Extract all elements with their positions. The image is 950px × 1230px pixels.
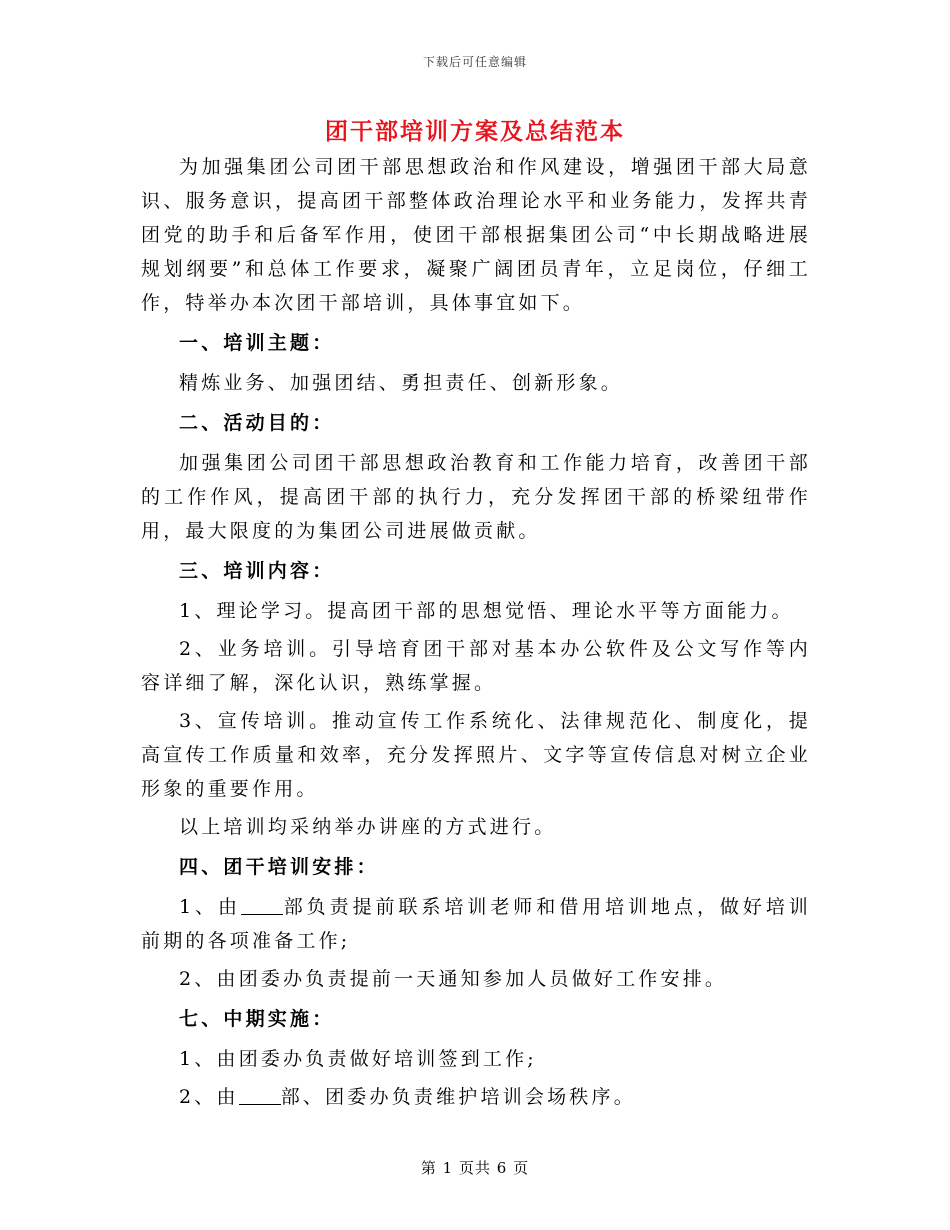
arrangement-item-1 <box>141 890 811 958</box>
section-heading-implementation: 七、中期实施： <box>179 1008 335 1030</box>
arrangement-item-1-prefix: 1、由 <box>179 896 241 918</box>
document-title: 团干部培训方案及总结范本 <box>325 118 625 145</box>
section-text-purpose: 加强集团公司团干部思想政治教育和工作能力培育，改善团干部的工作作风，提高团干部的执行力，充分发挥团干部的桥梁纽带作用，最大限度的为集团公司进展做贡献。 <box>141 452 811 542</box>
document-body <box>141 150 811 1114</box>
content-item-1: 1、理论学习。提高团干部的思想觉悟、理论水平等方面能力。 <box>179 600 794 622</box>
content-item-3: 3、宣传培训。推动宣传工作系统化、法律规范化、制度化，提高宣传工作质量和效率，充分发挥照片、文字等宣传信息对树立企业形象的重要作用。 <box>141 710 811 800</box>
arrangement-item-1-suffix: 部负责提前联系培训老师和借用培训地点，做好培训前期的各项准备工作; <box>141 896 811 952</box>
section-heading-theme: 一、培训主题： <box>179 332 335 354</box>
implementation-item-2 <box>141 1080 811 1114</box>
content-closing: 以上培训均采纳举办讲座的方式进行。 <box>179 816 557 838</box>
implementation-item-2-prefix: 2、由 <box>179 1086 239 1108</box>
intro-paragraph: 为加强集团公司团干部思想政治和作风建设，增强团干部大局意识、服务意识，提高团干部整体政治理论水平和业务能力，发挥共青团党的助手和后备军作用，使团干部根据集团公司“中长期战略进展规划纲要”和总体工作要求，凝聚广阔团员青年，立足岗位，仔细工作，特举办本次团干部培训，具体事宜如下。 <box>141 156 811 314</box>
arrangement-item-2: 2、由团委办负责提前一天通知参加人员做好工作安排。 <box>179 968 728 990</box>
section-heading-arrangement: 四、团干培训安排： <box>179 856 379 878</box>
header-note: 下载后可任意编辑 <box>422 55 527 69</box>
blank-line <box>241 895 283 915</box>
blank-line <box>239 1085 281 1105</box>
section-heading-content: 三、培训内容： <box>179 560 335 582</box>
implementation-item-1: 1、由团委办负责做好培训签到工作; <box>179 1048 537 1070</box>
section-heading-purpose: 二、活动目的： <box>179 412 335 434</box>
implementation-item-2-suffix: 部、团委办负责维护培训会场秩序。 <box>280 1086 636 1108</box>
page-number: 第 1 页共 6 页 <box>420 1159 530 1177</box>
section-text-theme: 精炼业务、加强团结、勇担责任、创新形象。 <box>179 372 624 394</box>
content-item-2: 2、业务培训。引导培育团干部对基本办公软件及公文写作等内容详细了解，深化认识，熟练掌握。 <box>141 638 811 694</box>
